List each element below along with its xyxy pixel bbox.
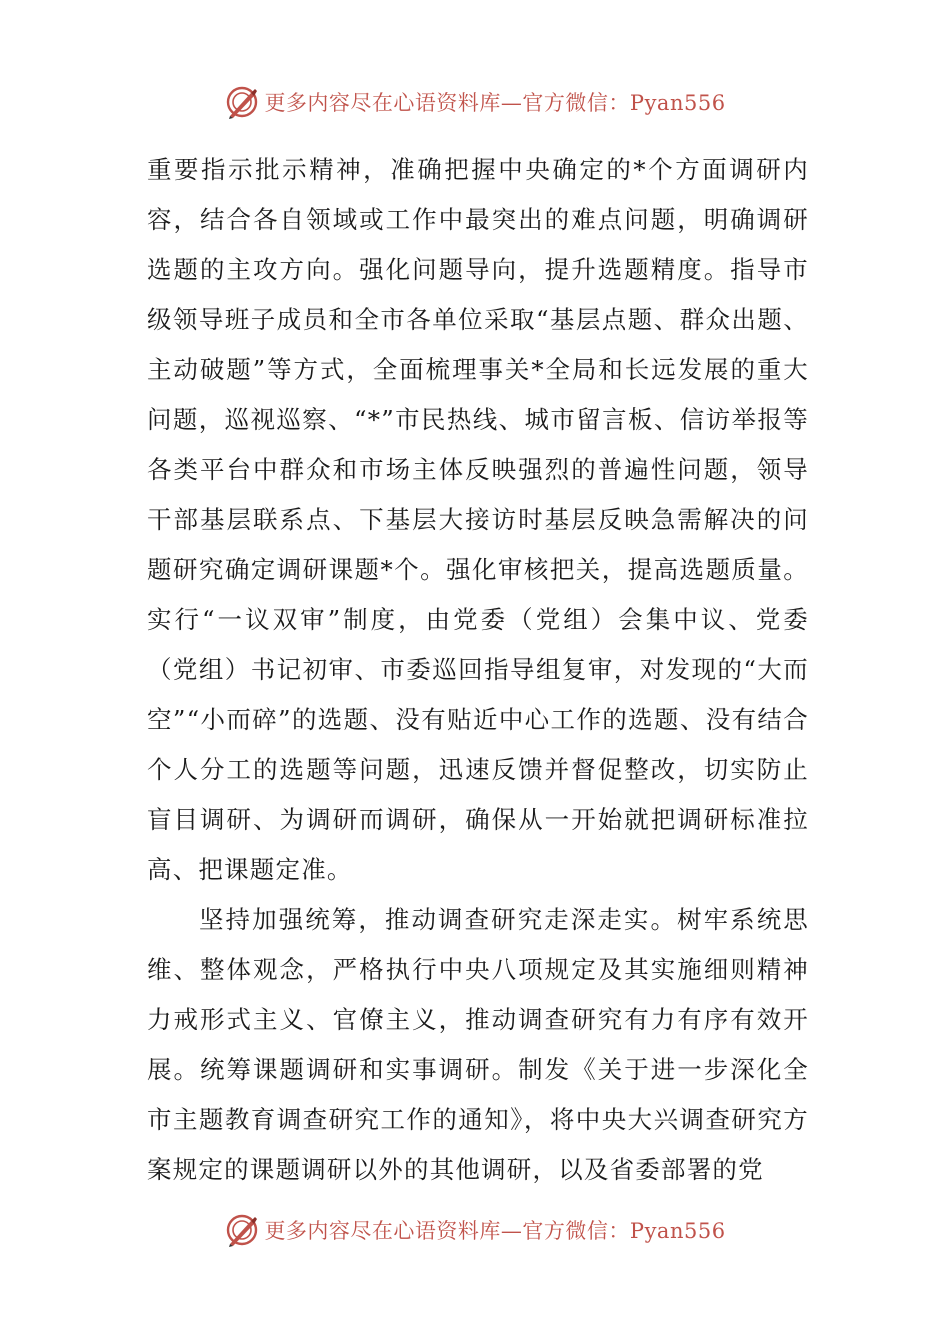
pen-logo-icon — [224, 1212, 260, 1248]
pen-logo-icon — [224, 84, 260, 120]
footer-banner-text: 更多内容尽在心语资料库—官方微信：Pyan556 — [264, 1219, 726, 1243]
header-watermark-banner — [0, 78, 950, 126]
header-banner-text: 更多内容尽在心语资料库—官方微信：Pyan556 — [264, 91, 726, 115]
paragraph-1: 重要指示批示精神，准确把握中央确定的*个方面调研内容，结合各自领域或工作中最突出的难点问题，明确调研选题的主攻方向。强化问题导向，提升选题精度。指导市级领导班子成员和全市各单位采取“基层点题、群众出题、主动破题”等方式，全面梳理事关*全局和长远发展的重大问题，巡视巡察、“*”市民热线、城市留言板、信访举报等各类平台中群众和市场主体反映强烈的普遍性问题，领导干部基层联系点、下基层大接访时基层反映急需解决的问题研究确定调研课题*个。强化审核把关，提高选题质量。实行“一议双审”制度，由党委（党组）会集中议、党委（党组）书记初审、市委巡回指导组复审，对发现的“大而空”“小而碎”的选题、没有贴近中心工作的选题、没有结合个人分工的选题等问题，迅速反馈并督促整改，切实防止盲目调研、为调研而调研，确保从一开始就把调研标准拉高、把课题定准。 — [147, 155, 809, 884]
footer-watermark-banner — [0, 1206, 950, 1254]
paragraph-2: 坚持加强统筹，推动调查研究走深走实。树牢系统思维、整体观念，严格执行中央八项规定及其实施细则精神力戒形式主义、官僚主义，推动调查研究有力有序有效开展。统筹课题调研和实事调研。制发《关于进一步深化全市主题教育调查研究工作的通知》，将中央大兴调查研究方案规定的课题调研以外的其他调研，以及省委部署的党 — [147, 905, 809, 1184]
document-body — [147, 145, 809, 1195]
